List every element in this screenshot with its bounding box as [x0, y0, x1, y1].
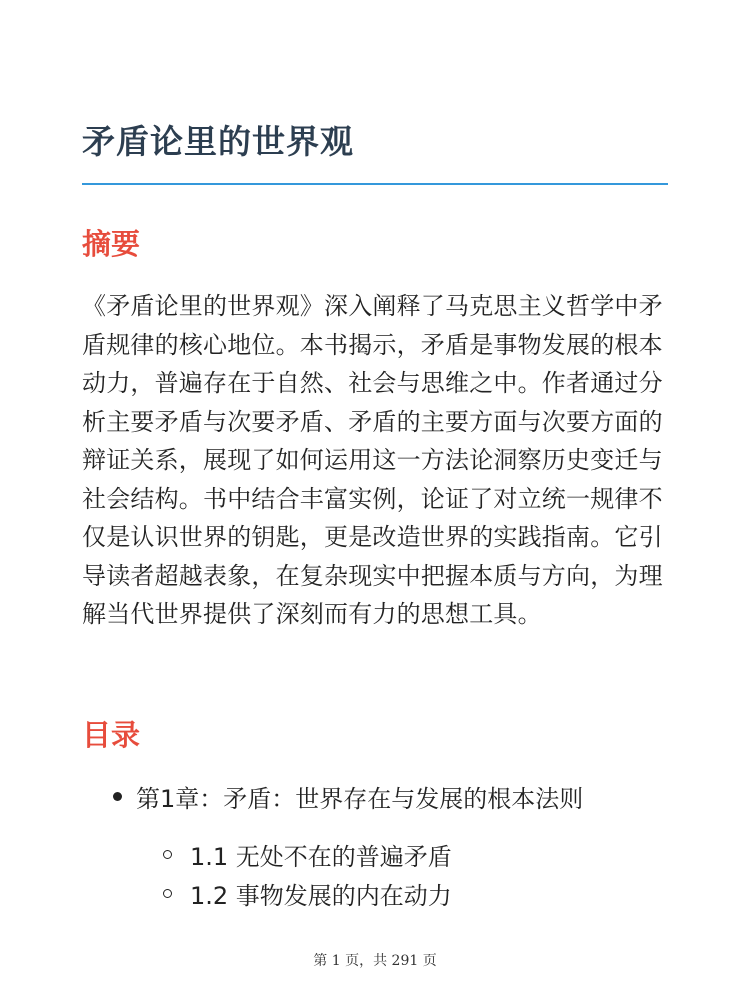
bullet-circle-icon	[163, 850, 172, 859]
toc-chapter-1	[113, 779, 583, 814]
bullet-disc-icon	[113, 792, 122, 801]
bullet-circle-icon	[163, 889, 172, 898]
toc-section-label: 1.1 无处不在的普遍矛盾	[190, 843, 452, 871]
toc-section-1-1	[163, 837, 452, 872]
abstract-text: 《矛盾论里的世界观》深入阐释了马克思主义哲学中矛盾规律的核心地位。本书揭示，矛盾是事物发展的根本动力，普遍存在于自然、社会与思维之中。作者通过分析主要矛盾与次要矛盾、矛盾的主要方面与次要方面的辩证关系，展现了如何运用这一方法论洞察历史变迁与社会结构。书中结合丰富实例，论证了对立统一规律不仅是认识世界的钥匙，更是改造世界的实践指南。它引导读者超越表象，在复杂现实中把握本质与方向，为理解当代世界提供了深刻而有力的思想工具。	[82, 292, 663, 628]
page-title: 矛盾论里的世界观	[82, 122, 354, 161]
abstract-heading: 摘要	[82, 227, 141, 261]
toc-section-label: 1.2 事物发展的内在动力	[190, 882, 452, 910]
toc-chapter-label: 第1章：矛盾：世界存在与发展的根本法则	[136, 785, 584, 813]
toc-heading: 目录	[82, 718, 141, 752]
toc-section-1-2	[163, 876, 452, 911]
page-footer: 第 1 页，共 291 页	[313, 953, 437, 969]
title-divider	[82, 183, 668, 185]
